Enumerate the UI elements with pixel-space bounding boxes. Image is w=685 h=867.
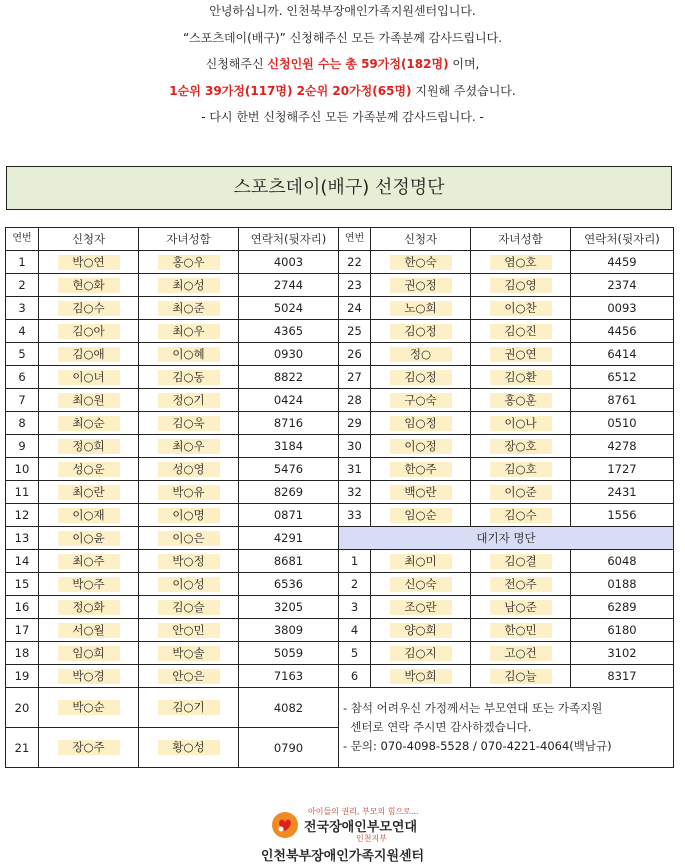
name-cell [39, 728, 139, 768]
masked-name: 이○나 [490, 416, 552, 431]
masked-name: 황○성 [158, 740, 220, 755]
table-row [6, 504, 674, 527]
masked-name: 최○순 [58, 416, 120, 431]
name-cell [39, 688, 139, 728]
masked-name: 정○희 [58, 439, 120, 454]
header-child: 자녀성함 [471, 228, 571, 251]
masked-name: 박○경 [58, 669, 120, 684]
table-cell: 3184 [239, 435, 339, 458]
table-cell: 6 [339, 665, 371, 688]
table-cell: 11 [6, 481, 39, 504]
table-row [6, 366, 674, 389]
masked-name: 정○기 [158, 393, 220, 408]
name-cell [471, 274, 571, 297]
masked-name: 서○월 [58, 623, 120, 638]
masked-name: 권○정 [390, 278, 452, 293]
masked-name: 안○민 [158, 623, 220, 638]
name-cell [39, 573, 139, 596]
table-cell: 8317 [571, 665, 674, 688]
table-cell: 6512 [571, 366, 674, 389]
table-cell: 6289 [571, 596, 674, 619]
table-cell: 4459 [571, 251, 674, 274]
header-no: 연번 [6, 228, 39, 251]
selection-table [5, 227, 674, 768]
table-row [6, 251, 674, 274]
masked-name: 성○영 [158, 462, 220, 477]
table-cell: 3205 [239, 596, 339, 619]
table-cell: 4 [6, 320, 39, 343]
intro-text [0, 0, 685, 133]
name-cell [39, 642, 139, 665]
table-cell: 5024 [239, 297, 339, 320]
table-cell: 0510 [571, 412, 674, 435]
table-cell: 26 [339, 343, 371, 366]
applicant-total: 신청인원 수는 총 59가정(182명) [267, 57, 449, 71]
masked-name: 현○화 [58, 278, 120, 293]
name-cell [139, 343, 239, 366]
masked-name: 최○우 [158, 439, 220, 454]
masked-name: 최○우 [158, 324, 220, 339]
table-cell: 6048 [571, 550, 674, 573]
header-contact: 연락처(뒷자리) [571, 228, 674, 251]
table-cell: 20 [6, 688, 39, 728]
name-cell [471, 573, 571, 596]
table-cell: 8822 [239, 366, 339, 389]
name-cell [39, 665, 139, 688]
name-cell [471, 320, 571, 343]
name-cell [371, 343, 471, 366]
intro-line: “스포츠데이(배구)” 신청해주신 모든 가족분께 감사드립니다. [182, 30, 503, 45]
intro-line-part: 이며, [448, 57, 480, 71]
name-cell [139, 389, 239, 412]
table-cell: 6 [6, 366, 39, 389]
masked-name: 이○명 [158, 508, 220, 523]
table-cell: 1727 [571, 458, 674, 481]
table-cell: 8716 [239, 412, 339, 435]
table-cell: 2 [339, 573, 371, 596]
masked-name: 최○원 [58, 393, 120, 408]
name-cell [139, 458, 239, 481]
masked-name: 이○준 [490, 485, 552, 500]
table-cell: 21 [6, 728, 39, 768]
name-cell [139, 728, 239, 768]
masked-name: 백○란 [390, 485, 452, 500]
table-row [6, 274, 674, 297]
intro-line: 안녕하십니까. 인천북부장애인가족지원센터입니다. [209, 4, 476, 18]
logo-tagline: 아이들의 권리, 부모의 힘으로... [308, 807, 419, 816]
masked-name: 고○건 [490, 646, 552, 661]
name-cell [139, 297, 239, 320]
table-row [6, 481, 674, 504]
masked-name: 홍○우 [158, 255, 220, 270]
name-cell [39, 504, 139, 527]
name-cell [371, 550, 471, 573]
note-line: 센터로 연락 주시면 감사하겠습니다. [343, 720, 532, 734]
name-cell [471, 343, 571, 366]
notes-box [339, 688, 674, 768]
table-cell: 5 [339, 642, 371, 665]
name-cell [471, 458, 571, 481]
table-row [6, 550, 674, 573]
masked-name: 김○정 [390, 324, 452, 339]
masked-name: 이○혜 [158, 347, 220, 362]
masked-name: 장○주 [58, 740, 120, 755]
masked-name: 김○영 [490, 278, 552, 293]
name-cell [39, 527, 139, 550]
name-cell [471, 596, 571, 619]
masked-name: 최○란 [58, 485, 120, 500]
name-cell [371, 297, 471, 320]
masked-name: 남○준 [490, 600, 552, 615]
masked-name: 전○주 [490, 577, 552, 592]
table-cell: 0930 [239, 343, 339, 366]
heart-logo-icon [270, 810, 300, 840]
table-cell: 4082 [239, 688, 339, 728]
table-cell: 0093 [571, 297, 674, 320]
intro-line-part: 신청해주신 [205, 57, 268, 71]
table-cell: 32 [339, 481, 371, 504]
table-cell: 16 [6, 596, 39, 619]
table-cell: 6180 [571, 619, 674, 642]
name-cell [371, 481, 471, 504]
masked-name: 권○연 [490, 347, 552, 362]
name-cell [471, 251, 571, 274]
center-name: 인천북부장애인가족지원센터 [260, 849, 425, 864]
name-cell [471, 435, 571, 458]
masked-name: 한○주 [390, 462, 452, 477]
name-cell [371, 251, 471, 274]
table-row [6, 343, 674, 366]
table-cell: 1556 [571, 504, 674, 527]
name-cell [139, 688, 239, 728]
name-cell [471, 412, 571, 435]
masked-name: 장○호 [490, 439, 552, 454]
masked-name: 이○녀 [58, 370, 120, 385]
masked-name: 정○화 [58, 600, 120, 615]
table-cell: 7163 [239, 665, 339, 688]
intro-line: - 다시 한번 신청해주신 모든 가족분께 감사드립니다. - [201, 110, 484, 124]
name-cell [39, 435, 139, 458]
masked-name: 박○연 [58, 255, 120, 270]
masked-name: 노○희 [390, 301, 452, 316]
masked-name: 최○미 [390, 554, 452, 569]
table-cell: 28 [339, 389, 371, 412]
masked-name: 박○유 [158, 485, 220, 500]
masked-name: 성○운 [58, 462, 120, 477]
table-cell: 10 [6, 458, 39, 481]
masked-name: 최○성 [158, 278, 220, 293]
name-cell [471, 504, 571, 527]
table-cell: 22 [339, 251, 371, 274]
name-cell [471, 642, 571, 665]
header-applicant: 신청자 [39, 228, 139, 251]
name-cell [39, 320, 139, 343]
masked-name: 김○늘 [490, 669, 552, 684]
table-cell: 3 [6, 297, 39, 320]
masked-name: 김○동 [158, 370, 220, 385]
table-row [6, 412, 674, 435]
table-row [6, 320, 674, 343]
masked-name: 김○수 [490, 508, 552, 523]
masked-name: 임○정 [390, 416, 452, 431]
masked-name: 김○기 [158, 700, 220, 715]
name-cell [39, 550, 139, 573]
name-cell [371, 596, 471, 619]
masked-name: 한○민 [490, 623, 552, 638]
table-cell: 5059 [239, 642, 339, 665]
table-cell: 23 [339, 274, 371, 297]
waitlist-title: 대기자 명단 [339, 527, 674, 550]
name-cell [139, 274, 239, 297]
name-cell [139, 619, 239, 642]
table-cell: 2374 [571, 274, 674, 297]
table-row [6, 573, 674, 596]
name-cell [139, 481, 239, 504]
masked-name: 염○호 [490, 255, 552, 270]
masked-name: 이○찬 [490, 301, 552, 316]
name-cell [471, 619, 571, 642]
masked-name: 김○욱 [158, 416, 220, 431]
name-cell [371, 458, 471, 481]
masked-name: 양○희 [390, 623, 452, 638]
priority-breakdown: 1순위 39가정(117명) 2순위 20가정(65명) [169, 83, 412, 98]
masked-name: 임○순 [390, 508, 452, 523]
table-header-row [6, 228, 674, 251]
table-cell: 8681 [239, 550, 339, 573]
name-cell [139, 550, 239, 573]
name-cell [371, 435, 471, 458]
masked-name: 박○주 [58, 577, 120, 592]
name-cell [39, 481, 139, 504]
masked-name: 김○슬 [158, 600, 220, 615]
name-cell [139, 504, 239, 527]
table-row [6, 619, 674, 642]
masked-name: 박○솔 [158, 646, 220, 661]
table-cell: 1 [339, 550, 371, 573]
name-cell [371, 274, 471, 297]
table-cell: 29 [339, 412, 371, 435]
table-cell: 1 [6, 251, 39, 274]
masked-name: 안○은 [158, 669, 220, 684]
name-cell [371, 619, 471, 642]
table-cell: 0188 [571, 573, 674, 596]
name-cell [371, 642, 471, 665]
masked-name: 김○결 [490, 554, 552, 569]
table-cell: 31 [339, 458, 371, 481]
table-cell: 0424 [239, 389, 339, 412]
name-cell [39, 458, 139, 481]
masked-name: 김○아 [58, 324, 120, 339]
intro-line-part: 지원해 주셨습니다. [411, 83, 516, 98]
table-cell: 3 [339, 596, 371, 619]
name-cell [139, 412, 239, 435]
table-cell: 17 [6, 619, 39, 642]
name-cell [39, 274, 139, 297]
table-cell: 2744 [239, 274, 339, 297]
masked-name: 구○숙 [390, 393, 452, 408]
masked-name: 최○주 [58, 554, 120, 569]
name-cell [39, 389, 139, 412]
table-cell: 13 [6, 527, 39, 550]
masked-name: 이○은 [158, 531, 220, 546]
table-cell: 9 [6, 435, 39, 458]
name-cell [39, 297, 139, 320]
table-cell: 8269 [239, 481, 339, 504]
masked-name: 박○정 [158, 554, 220, 569]
table-cell: 4456 [571, 320, 674, 343]
name-cell [39, 619, 139, 642]
table-cell: 7 [6, 389, 39, 412]
table-row [6, 297, 674, 320]
name-cell [371, 665, 471, 688]
name-cell [139, 435, 239, 458]
table-cell: 6536 [239, 573, 339, 596]
masked-name: 최○준 [158, 301, 220, 316]
table-cell: 4 [339, 619, 371, 642]
name-cell [371, 389, 471, 412]
name-cell [39, 343, 139, 366]
masked-name: 박○희 [390, 669, 452, 684]
table-row [6, 389, 674, 412]
logo-branch: 인천지부 [356, 834, 387, 843]
masked-name: 이○재 [58, 508, 120, 523]
name-cell [371, 504, 471, 527]
masked-name: 김○수 [58, 301, 120, 316]
masked-name: 이○성 [158, 577, 220, 592]
name-cell [371, 366, 471, 389]
logo-name: 전국장애인부모연대 [304, 820, 418, 835]
table-cell: 6414 [571, 343, 674, 366]
name-cell [139, 251, 239, 274]
name-cell [139, 596, 239, 619]
name-cell [39, 251, 139, 274]
table-cell: 33 [339, 504, 371, 527]
masked-name: 조○란 [390, 600, 452, 615]
name-cell [139, 527, 239, 550]
name-cell [371, 412, 471, 435]
table-cell: 8761 [571, 389, 674, 412]
table-cell: 19 [6, 665, 39, 688]
table-cell: 8 [6, 412, 39, 435]
masked-name: 김○정 [390, 370, 452, 385]
masked-name: 김○환 [490, 370, 552, 385]
name-cell [139, 573, 239, 596]
table-cell: 0871 [239, 504, 339, 527]
table-row [6, 527, 674, 550]
masked-name: 한○숙 [390, 255, 452, 270]
masked-name: 홍○훈 [490, 393, 552, 408]
name-cell [471, 665, 571, 688]
masked-name: 이○윤 [58, 531, 120, 546]
table-cell: 27 [339, 366, 371, 389]
name-cell [471, 366, 571, 389]
masked-name: 이○정 [390, 439, 452, 454]
name-cell [139, 665, 239, 688]
name-cell [139, 366, 239, 389]
table-row [6, 665, 674, 688]
table-cell: 14 [6, 550, 39, 573]
table-row [6, 458, 674, 481]
table-cell: 2 [6, 274, 39, 297]
name-cell [471, 389, 571, 412]
table-cell: 25 [339, 320, 371, 343]
table-cell: 18 [6, 642, 39, 665]
table-row [6, 596, 674, 619]
page-title: 스포츠데이(배구) 선정명단 [6, 166, 672, 210]
masked-name: 김○호 [490, 462, 552, 477]
header-contact: 연락처(뒷자리) [239, 228, 339, 251]
header-no: 연번 [339, 228, 371, 251]
parents-solidarity-logo [268, 806, 418, 844]
masked-name: 임○희 [58, 646, 120, 661]
table-cell: 12 [6, 504, 39, 527]
table-cell: 3809 [239, 619, 339, 642]
name-cell [471, 550, 571, 573]
table-cell: 4365 [239, 320, 339, 343]
table-row [6, 642, 674, 665]
table-cell: 3102 [571, 642, 674, 665]
note-line: - 문의: 070-4098-5528 / 070-4221-4064(백남규) [343, 739, 612, 753]
name-cell [371, 320, 471, 343]
table-row [6, 435, 674, 458]
table-cell: 30 [339, 435, 371, 458]
name-cell [39, 596, 139, 619]
note-line: - 참석 어려우신 가정께서는 부모연대 또는 가족지원 [343, 701, 603, 715]
table-cell: 15 [6, 573, 39, 596]
table-cell: 24 [339, 297, 371, 320]
intro-line [0, 53, 685, 80]
table-cell: 4291 [239, 527, 339, 550]
header-applicant: 신청자 [371, 228, 471, 251]
masked-name: 김○지 [390, 646, 452, 661]
name-cell [471, 481, 571, 504]
masked-name: 김○애 [58, 347, 120, 362]
header-child: 자녀성함 [139, 228, 239, 251]
table-cell: 4003 [239, 251, 339, 274]
intro-line [0, 80, 685, 107]
name-cell [371, 573, 471, 596]
table-cell: 0790 [239, 728, 339, 768]
masked-name: 김○진 [490, 324, 552, 339]
name-cell [139, 642, 239, 665]
masked-name: 신○숙 [390, 577, 452, 592]
name-cell [39, 366, 139, 389]
table-cell: 5476 [239, 458, 339, 481]
name-cell [471, 297, 571, 320]
table-cell: 2431 [571, 481, 674, 504]
name-cell [39, 412, 139, 435]
masked-name: 박○순 [58, 700, 120, 715]
name-cell [139, 320, 239, 343]
masked-name: 정○ [390, 347, 452, 362]
table-cell: 5 [6, 343, 39, 366]
table-row [6, 688, 674, 728]
table-cell: 4278 [571, 435, 674, 458]
